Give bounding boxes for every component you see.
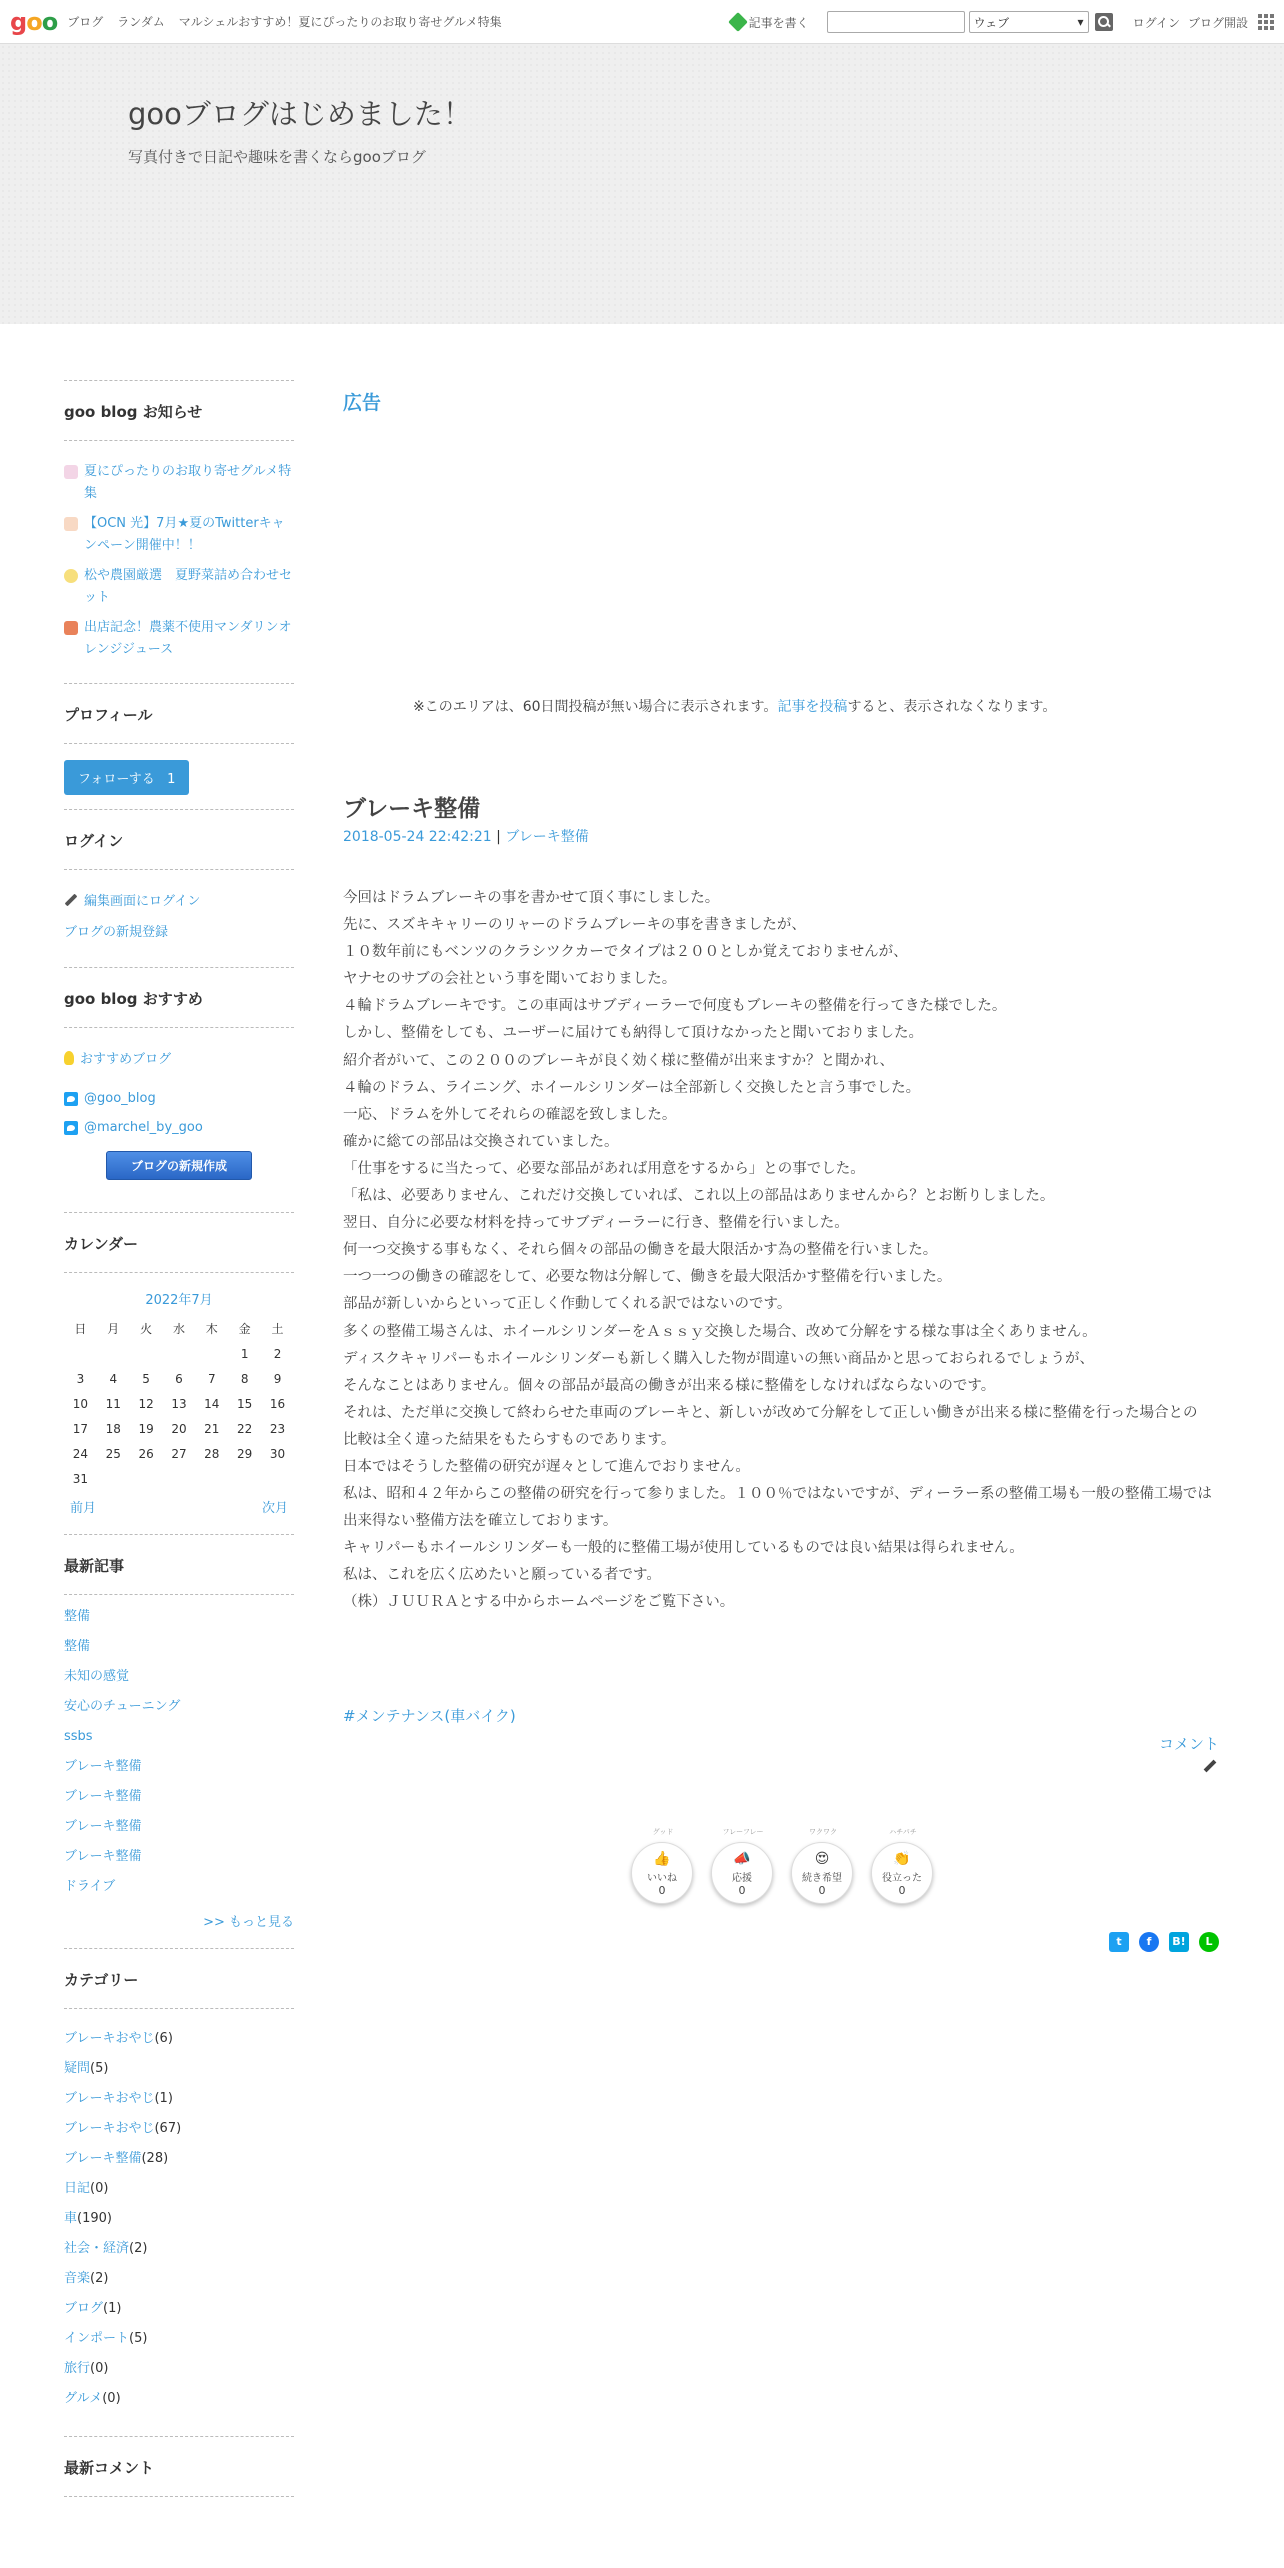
category-link[interactable]: ブレーキおやじ [64, 2091, 155, 2106]
category-item [64, 2270, 294, 2287]
post-paragraph: 今回はドラムブレーキの事を書かせて頂く事にしました。 [343, 890, 720, 906]
calendar-day: 1 [240, 1346, 249, 1361]
category-link[interactable]: 社会・経済 [64, 2241, 130, 2256]
post-paragraph: 私は、これを広く広めたいと願っている者です。 [343, 1567, 661, 1584]
search-input[interactable] [827, 11, 965, 33]
calendar-day [97, 1466, 130, 1491]
calendar-day [261, 1466, 294, 1491]
calendar-day: 23 [269, 1421, 286, 1436]
pencil-icon [65, 893, 78, 906]
reaction-label: いいね [647, 1873, 677, 1884]
calendar-day: 8 [240, 1371, 249, 1386]
write-post-label: 記事を書く [748, 15, 809, 30]
calendar-day: 22 [237, 1421, 253, 1436]
recent-post-link[interactable]: ブレーキ整備 [64, 1819, 142, 1834]
notices-section [64, 380, 294, 683]
category-item [64, 2300, 294, 2317]
recent-post-link[interactable]: ブレーキ整備 [64, 1849, 142, 1864]
recent-post-link[interactable]: 未知の感覚 [64, 1669, 130, 1684]
profile-section [64, 683, 294, 809]
post-paragraph: 紹介者がいて、この２００のブレーキが良く効く様に整備が出来ますか？と聞かれ、 [343, 1052, 894, 1069]
post-paragraph: それは、ただ単に交換して終わらせた車両のブレーキと、新しいが改めて分解をして正しい働きが出来る様に整備を行った場合との [343, 1404, 1198, 1421]
login-section [64, 809, 294, 967]
calendar-section [64, 1212, 294, 1516]
post-article-link[interactable]: 記事を投稿 [777, 699, 848, 715]
calendar-day: 16 [269, 1396, 286, 1411]
category-link[interactable]: ブレーキおやじ [64, 2031, 155, 2046]
post-date-link[interactable]: 2018-05-24 22:42:21 [343, 829, 492, 845]
calendar-day: 31 [72, 1471, 89, 1486]
calendar-day [163, 1466, 196, 1491]
search-scope-select[interactable] [969, 11, 1089, 33]
ad-heading: 広告 [343, 392, 382, 414]
recent-post-link[interactable]: ssbs [64, 1729, 93, 1744]
blog-title[interactable]: gooブログはじめました！ [128, 97, 472, 131]
post-paragraph: ディスクキャリパーもホイールシリンダーも新しく購入した物が間違いの無い商品かと思っておられるでしょうが、 [343, 1350, 1095, 1367]
calendar-day [130, 1466, 163, 1491]
category-count: (2) [129, 2241, 148, 2256]
sidebar [64, 380, 294, 2497]
post-title[interactable]: ブレーキ整備 [343, 796, 481, 822]
comment-link[interactable]: コメント [1158, 1735, 1219, 1753]
category-count: (0) [102, 2391, 121, 2406]
profile-heading: プロフィール [64, 684, 294, 744]
post-paragraph: １０数年前にもベンツのクラシツクカーでタイプは２００としか覚えておりませんが、 [343, 944, 908, 961]
line-share-icon[interactable]: L [1199, 1932, 1219, 1952]
reaction-count: 0 [898, 1884, 906, 1897]
calendar-day: 21 [204, 1421, 220, 1436]
calendar-day: 19 [138, 1421, 154, 1436]
lightbulb-icon [64, 1051, 74, 1065]
follow-count: 1 [167, 772, 176, 787]
category-item [64, 2210, 294, 2227]
goo-blog-twitter-link[interactable]: @goo_blog [84, 1091, 156, 1106]
category-count: (0) [90, 2361, 109, 2376]
recent-post-link[interactable]: ブレーキ整備 [64, 1759, 142, 1774]
notice-link[interactable]: 出店記念！農薬不使用マンダリンオレンジジュース [84, 620, 292, 657]
calendar-day [64, 1341, 97, 1366]
category-item [64, 2090, 294, 2107]
reaction-ruby: ハチパチ [889, 1828, 917, 1836]
post-paragraph: 一つ一つの働きの確認をして、必要な物は分解して、働きを最大限活かす整備を行いました。 [343, 1269, 952, 1286]
open-blog-link[interactable]: ブログ開設 [1187, 15, 1248, 30]
calendar-day: 2 [273, 1346, 282, 1361]
calendar-heading: カレンダー [64, 1213, 294, 1273]
recent-post-link[interactable]: 整備 [64, 1609, 91, 1624]
category-link[interactable]: 旅行 [64, 2361, 91, 2376]
category-link[interactable]: 音楽 [64, 2271, 91, 2286]
calendar-day: 4 [109, 1371, 118, 1386]
category-heading: カテゴリー [64, 1949, 294, 2009]
calendar-day: 24 [72, 1446, 89, 1461]
post-paragraph: 一応、ドラムを外してそれらの確認を致しました。 [343, 1106, 677, 1123]
post-paragraph: 先に、スズキキャリーのリャーのドラムブレーキの事を書きましたが、 [343, 917, 806, 934]
category-item [64, 2240, 294, 2257]
category-count: (5) [129, 2331, 148, 2346]
calendar-day: 28 [204, 1446, 220, 1461]
category-count: (5) [90, 2061, 109, 2076]
twitter-share-icon[interactable]: t [1109, 1932, 1129, 1952]
reaction-want-more-button[interactable] [791, 1828, 853, 1904]
post-paragraph: （株）ＪＵＵＲＡとする中からホームページをご覧下さい。 [343, 1594, 735, 1611]
reaction-count: 0 [818, 1884, 826, 1897]
reaction-helpful-button[interactable] [871, 1828, 933, 1904]
reaction-helpful-icon: 👏 [893, 1851, 911, 1867]
post-paragraph: ヤナセのサブの会社という事を聞いておりました。 [343, 971, 677, 988]
notice-item[interactable] [64, 617, 294, 661]
search-icon[interactable] [1095, 13, 1113, 31]
post-paragraph: キャリパーもホイールシリンダーも一般的に整備工場が使用しているものでは良い結果は得られません。 [343, 1540, 1024, 1557]
reaction-ruby: フレーフレー [722, 1828, 764, 1836]
chevron-down-icon: ▾ [1077, 15, 1084, 29]
reaction-buttons [631, 1828, 933, 1904]
more-posts-link[interactable]: >> もっと見る [203, 1915, 294, 1930]
calendar-day: 15 [237, 1396, 253, 1411]
notices-heading: goo blog お知らせ [64, 381, 294, 441]
category-link[interactable]: ブレーキ整備 [64, 2151, 142, 2166]
calendar-day [195, 1466, 228, 1491]
post-paragraph: ４輪ドラムブレーキです。この車両はサブディーラーで何度もブレーキの整備を行ってきた様でした。 [343, 998, 1007, 1015]
recent-posts-list [64, 1608, 294, 1895]
reaction-ruby: グッド [652, 1828, 674, 1836]
category-count: (1) [103, 2301, 122, 2316]
notice-link[interactable]: 松や農園厳選 夏野菜詰め合わせセット [84, 568, 293, 605]
meta-separator: | [491, 829, 506, 845]
recent-post-link[interactable]: 整備 [64, 1639, 91, 1654]
post-paragraph: 確かに総ての部品は交換されていました。 [343, 1133, 619, 1150]
reaction-cheer-icon: 📣 [733, 1851, 751, 1867]
category-item [64, 2030, 294, 2047]
recent-post-link[interactable]: ドライブ [64, 1879, 116, 1894]
ad-notice-text: ※このエリアは、60日間投稿が無い場合に表示されます。 [413, 699, 778, 715]
sparkle-icon [64, 517, 78, 531]
recommend-section [64, 967, 294, 1212]
category-link[interactable]: 疑問 [64, 2061, 91, 2076]
calendar-weekday: 月 [107, 1322, 120, 1336]
sun-icon [64, 569, 78, 583]
calendar-day: 26 [138, 1446, 154, 1461]
twitter-icon [64, 1092, 78, 1106]
notice-item[interactable] [64, 565, 294, 609]
category-count: (67) [154, 2121, 182, 2136]
notice-item[interactable] [64, 461, 294, 505]
recent-post-link[interactable]: ブレーキ整備 [64, 1789, 142, 1804]
recommend-item[interactable] [64, 1091, 294, 1106]
calendar-next-link[interactable]: 次月 [261, 1501, 288, 1516]
calendar-day: 10 [72, 1396, 89, 1411]
hashtag-link[interactable]: #メンテナンス(車バイク) [343, 1707, 516, 1725]
recommend-heading: goo blog おすすめ [64, 968, 294, 1028]
edit-pencil-icon[interactable] [1204, 1760, 1217, 1773]
reaction-cheer-button[interactable] [711, 1828, 773, 1904]
goo-logo[interactable]: goo [10, 7, 58, 36]
calendar-day: 30 [269, 1446, 286, 1461]
post-paragraph: 何一つ交換する事もなく、それら個々の部品の働きを最大限活かす為の整備を行いました。 [343, 1242, 938, 1259]
post-paragraph: 日本ではそうした整備の研究が遅々として進んでおりません。 [343, 1458, 750, 1475]
calendar-weekday: 水 [172, 1322, 185, 1336]
calendar-month[interactable]: 2022年7月 [145, 1293, 213, 1308]
recommend-item[interactable] [64, 1120, 294, 1135]
calendar-day: 29 [237, 1446, 253, 1461]
category-item [64, 2180, 294, 2197]
calendar-day: 18 [105, 1421, 121, 1436]
twitter-icon [64, 1121, 78, 1135]
ad-notice-text-end: すると、表示されなくなります。 [847, 699, 1057, 715]
reaction-want-more-icon: 😍 [814, 1851, 830, 1867]
post-paragraph: 「仕事をするに当たって、必要な部品があれば用意をするから」との事でした。 [343, 1160, 865, 1177]
top-link-random[interactable]: ランダム [117, 15, 165, 29]
category-link[interactable]: ブログ [64, 2301, 104, 2316]
category-link[interactable]: 日記 [64, 2181, 91, 2196]
calendar-day: 3 [76, 1371, 85, 1386]
post-paragraph: 「私は、必要ありません、これだけ交換していれば、これ以上の部品はありませんから？とお断りしました。 [343, 1188, 1055, 1205]
music-note-icon [64, 465, 78, 479]
category-link[interactable]: 車 [64, 2211, 78, 2226]
recent-posts-section [64, 1534, 294, 1930]
calendar-day: 12 [138, 1396, 154, 1411]
reaction-ruby: ワクワク [809, 1828, 837, 1836]
calendar-day: 7 [207, 1371, 216, 1386]
calendar-day [228, 1466, 261, 1491]
reaction-like-icon: 👍 [653, 1851, 671, 1867]
share-buttons [1109, 1932, 1219, 1952]
calendar-weekday: 金 [238, 1322, 251, 1336]
calendar-day: 9 [273, 1371, 282, 1386]
reaction-count: 0 [738, 1884, 746, 1897]
main-content [343, 380, 1219, 1948]
category-count: (2) [90, 2271, 109, 2286]
calendar-day: 17 [72, 1421, 89, 1436]
calendar-day: 5 [142, 1371, 150, 1386]
post-paragraph: 部品が新しいからといって正しく作動してくれる訳ではないのです。 [343, 1296, 792, 1313]
category-item [64, 2390, 294, 2407]
calendar-day: 25 [105, 1446, 121, 1461]
post-paragraph: ４輪のドラム、ライニング、ホイールシリンダーは全部新しく交換したと言う事でした。 [343, 1079, 921, 1096]
follow-label: フォローする [78, 772, 155, 787]
category-item [64, 2330, 294, 2347]
juice-icon [64, 621, 78, 635]
calendar-weekday: 火 [140, 1322, 153, 1336]
category-count: (28) [141, 2151, 169, 2166]
register-blog-link[interactable]: ブログの新規登録 [64, 925, 169, 940]
calendar-day [195, 1341, 228, 1366]
edit-login-item[interactable] [64, 890, 294, 909]
ad-notice [413, 696, 1056, 716]
pen-icon [728, 12, 748, 32]
hatena-bookmark-icon[interactable]: B! [1169, 1932, 1189, 1952]
search-scope-value: ウェブ [973, 15, 1010, 30]
category-link[interactable]: グルメ [64, 2391, 103, 2406]
category-link[interactable]: ブレーキおやじ [64, 2121, 155, 2136]
reaction-like-button[interactable] [631, 1828, 693, 1904]
post-paragraph: 翌日、自分に必要な材料を持ってサブディーラーに行き、整備を行いました。 [343, 1215, 849, 1232]
reaction-label: 役立った [882, 1873, 922, 1884]
comments-heading: 最新コメント [64, 2437, 294, 2497]
blog-header [0, 44, 1284, 324]
post-category-link[interactable]: ブレーキ整備 [505, 829, 589, 845]
category-count: (1) [154, 2091, 173, 2106]
calendar-table [64, 1316, 294, 1491]
category-list [64, 2009, 294, 2436]
category-section [64, 1948, 294, 2436]
calendar-day: 11 [105, 1396, 121, 1411]
reaction-label: 応援 [732, 1873, 752, 1884]
create-blog-button[interactable]: ブログの新規作成 [106, 1151, 252, 1180]
apps-grid-icon[interactable] [1258, 14, 1274, 30]
category-link[interactable]: インポート [64, 2331, 130, 2346]
notice-item[interactable] [64, 513, 294, 557]
category-item [64, 2360, 294, 2377]
calendar-day: 14 [204, 1396, 220, 1411]
calendar-day [163, 1341, 196, 1366]
post-paragraph: そんなことはありません。個々の部品が最高の働きが出来る様に整備をしなければならないのです。 [343, 1377, 996, 1394]
reaction-label: 続き希望 [802, 1873, 842, 1884]
edit-login-link[interactable]: 編集画面にログイン [84, 894, 201, 909]
calendar-day: 6 [175, 1371, 183, 1386]
write-post-button[interactable] [731, 14, 809, 31]
top-navbar [0, 0, 1284, 44]
calendar-weekday: 木 [205, 1322, 218, 1336]
category-item [64, 2150, 294, 2167]
recent-post-link[interactable]: 安心のチューニング [64, 1699, 181, 1714]
post-paragraph: 多くの整備工場さんは、ホイールシリンダーをＡｓｓｙ交換した場合、改めて分解をする様な事は全くありません。 [343, 1323, 1097, 1340]
notice-link[interactable]: 夏にぴったりのお取り寄せグルメ特集 [84, 464, 292, 501]
calendar-day: 13 [171, 1396, 187, 1411]
calendar-day [130, 1341, 163, 1366]
category-item [64, 2060, 294, 2077]
blog-subtitle: 写真付きで日記や趣味を書くならgooブログ [128, 148, 426, 166]
post-meta [343, 826, 589, 846]
reaction-count: 0 [658, 1884, 666, 1897]
post-body [343, 885, 1219, 1617]
calendar-day: 27 [171, 1446, 187, 1461]
calendar-day: 20 [171, 1421, 187, 1436]
comments-section [64, 2436, 294, 2497]
category-count: (190) [77, 2211, 112, 2226]
post-paragraph: 私は、昭和４２年からこの整備の研究を行って参りました。１００％ではないですが、ディーラー系の整備工場も一般の整備工場では [343, 1486, 1212, 1503]
top-links [67, 13, 501, 30]
marchel-twitter-link[interactable]: @marchel_by_goo [84, 1120, 203, 1135]
calendar-prev-link[interactable]: 前月 [70, 1501, 97, 1516]
recommend-item[interactable] [64, 1048, 294, 1067]
post-paragraph: しかし、整備をしても、ユーザーに届けても納得して頂けなかったと聞いておりました。 [343, 1025, 923, 1042]
calendar-weekday: 日 [74, 1322, 87, 1336]
post-paragraph: 出来得ない整備方法を確立しております。 [343, 1513, 618, 1530]
post-paragraph: 比較は全く違った結果をもたらすものであります。 [343, 1431, 676, 1448]
top-link-marchel[interactable]: マルシェルおすすめ！夏にぴったりのお取り寄せグルメ特集 [178, 15, 502, 29]
recommend-blog-link[interactable]: おすすめブログ [80, 1052, 172, 1067]
calendar-day [97, 1341, 130, 1366]
category-count: (0) [90, 2181, 109, 2196]
notice-link[interactable]: 【OCN 光】7月★夏のTwitterキャンペーン開催中！！ [84, 516, 285, 553]
category-item [64, 2120, 294, 2137]
login-heading: ログイン [64, 810, 294, 870]
facebook-share-icon[interactable]: f [1139, 1932, 1159, 1952]
follow-button[interactable] [64, 760, 189, 795]
category-count: (6) [154, 2031, 173, 2046]
calendar-weekday: 土 [271, 1322, 284, 1336]
recent-posts-heading: 最新記事 [64, 1535, 294, 1595]
login-link[interactable]: ログイン [1132, 15, 1180, 30]
top-link-blog[interactable]: ブログ [67, 15, 104, 29]
